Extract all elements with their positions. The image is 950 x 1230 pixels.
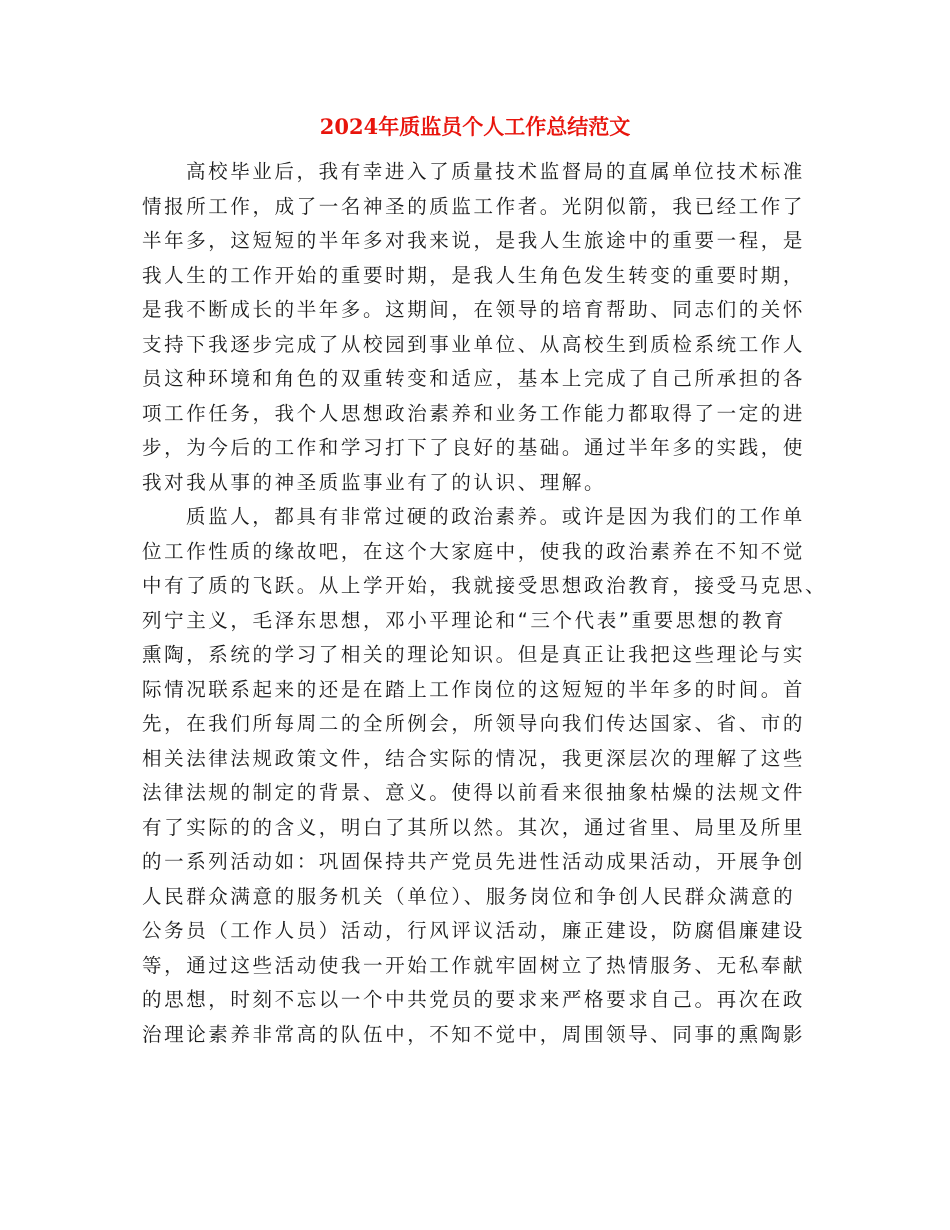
text-line: 际情况联系起来的还是在踏上工作岗位的这短短的半年多的时间。首 [142,677,806,701]
text-line: 公务员（工作人员）活动，行风评议活动，廉正建设，防腐倡廉建设 [142,919,806,942]
text-line: 质监人，都具有非常过硬的政治素养。或许是因为我们的工作单 [186,505,805,528]
text-line: 高校毕业后，我有幸进入了质量技术监督局的直属单位技术标准 [186,160,805,183]
text-line: 治理论素养非常高的队伍中，不知不觉中，周围领导、同事的熏陶影 [142,1022,806,1046]
text-line: 等，通过这些活动使我一开始工作就牢固树立了热情服务、无私奉献 [142,953,806,977]
paragraph-1 [142,155,810,500]
text-line: 的一系列活动如：巩固保持共产党员先进性活动成果活动，开展争创 [142,850,806,873]
text-line: 法律法规的制定的背景、意义。使得以前看来很抽象枯燥的法规文件 [142,781,806,804]
text-line: 先，在我们所每周二的全所例会，所领导向我们传达国家、省、市的 [142,712,806,735]
text-line: 我对我从事的神圣质监事业有了的认识、理解。 [142,470,607,494]
text-line: 员这种环境和角色的双重转变和适应，基本上完成了自己所承担的各 [142,367,806,390]
text-line: 是我不断成长的半年多。这期间，在领导的培育帮助、同志们的关怀 [142,298,806,321]
text-line: 有了实际的的含义，明白了其所以然。其次，通过省里、局里及所里 [142,815,806,839]
text-line: 中有了质的飞跃。从上学开始，我就接受思想政治教育，接受马克思、 [142,574,828,597]
text-line: 我人生的工作开始的重要时期，是我人生角色发生转变的重要时期， [142,263,806,287]
text-line: 支持下我逐步完成了从校园到事业单位、从高校生到质检系统工作人 [142,332,806,356]
text-line: 项工作任务，我个人思想政治素养和业务工作能力都取得了一定的进 [142,401,806,425]
text-line: 步，为今后的工作和学习打下了良好的基础。通过半年多的实践，使 [142,436,806,459]
text-line: 相关法律法规政策文件，结合实际的情况，我更深层次的理解了这些 [142,746,806,770]
text-line: 熏陶，系统的学习了相关的理论知识。但是真正让我把这些理论与实 [142,643,806,666]
document-body [142,155,828,1052]
paragraph-2 [142,500,828,1052]
text-line: 人民群众满意的服务机关（单位）、服务岗位和争创人民群众满意的 [142,884,796,908]
text-line: 列宁主义，毛泽东思想，邓小平理论和“三个代表”重要思想的教育 [142,608,787,632]
text-line: 的思想，时刻不忘以一个中共党员的要求来严格要求自己。再次在政 [142,988,806,1011]
text-line: 半年多，这短短的半年多对我来说，是我人生旅途中的重要一程，是 [142,229,806,252]
text-line: 情报所工作，成了一名神圣的质监工作者。光阴似箭，我已经工作了 [142,194,806,218]
document-title: 2024年质监员个人工作总结范文 [319,114,631,139]
text-line: 位工作性质的缘故吧，在这个大家庭中，使我的政治素养在不知不觉 [142,539,806,563]
